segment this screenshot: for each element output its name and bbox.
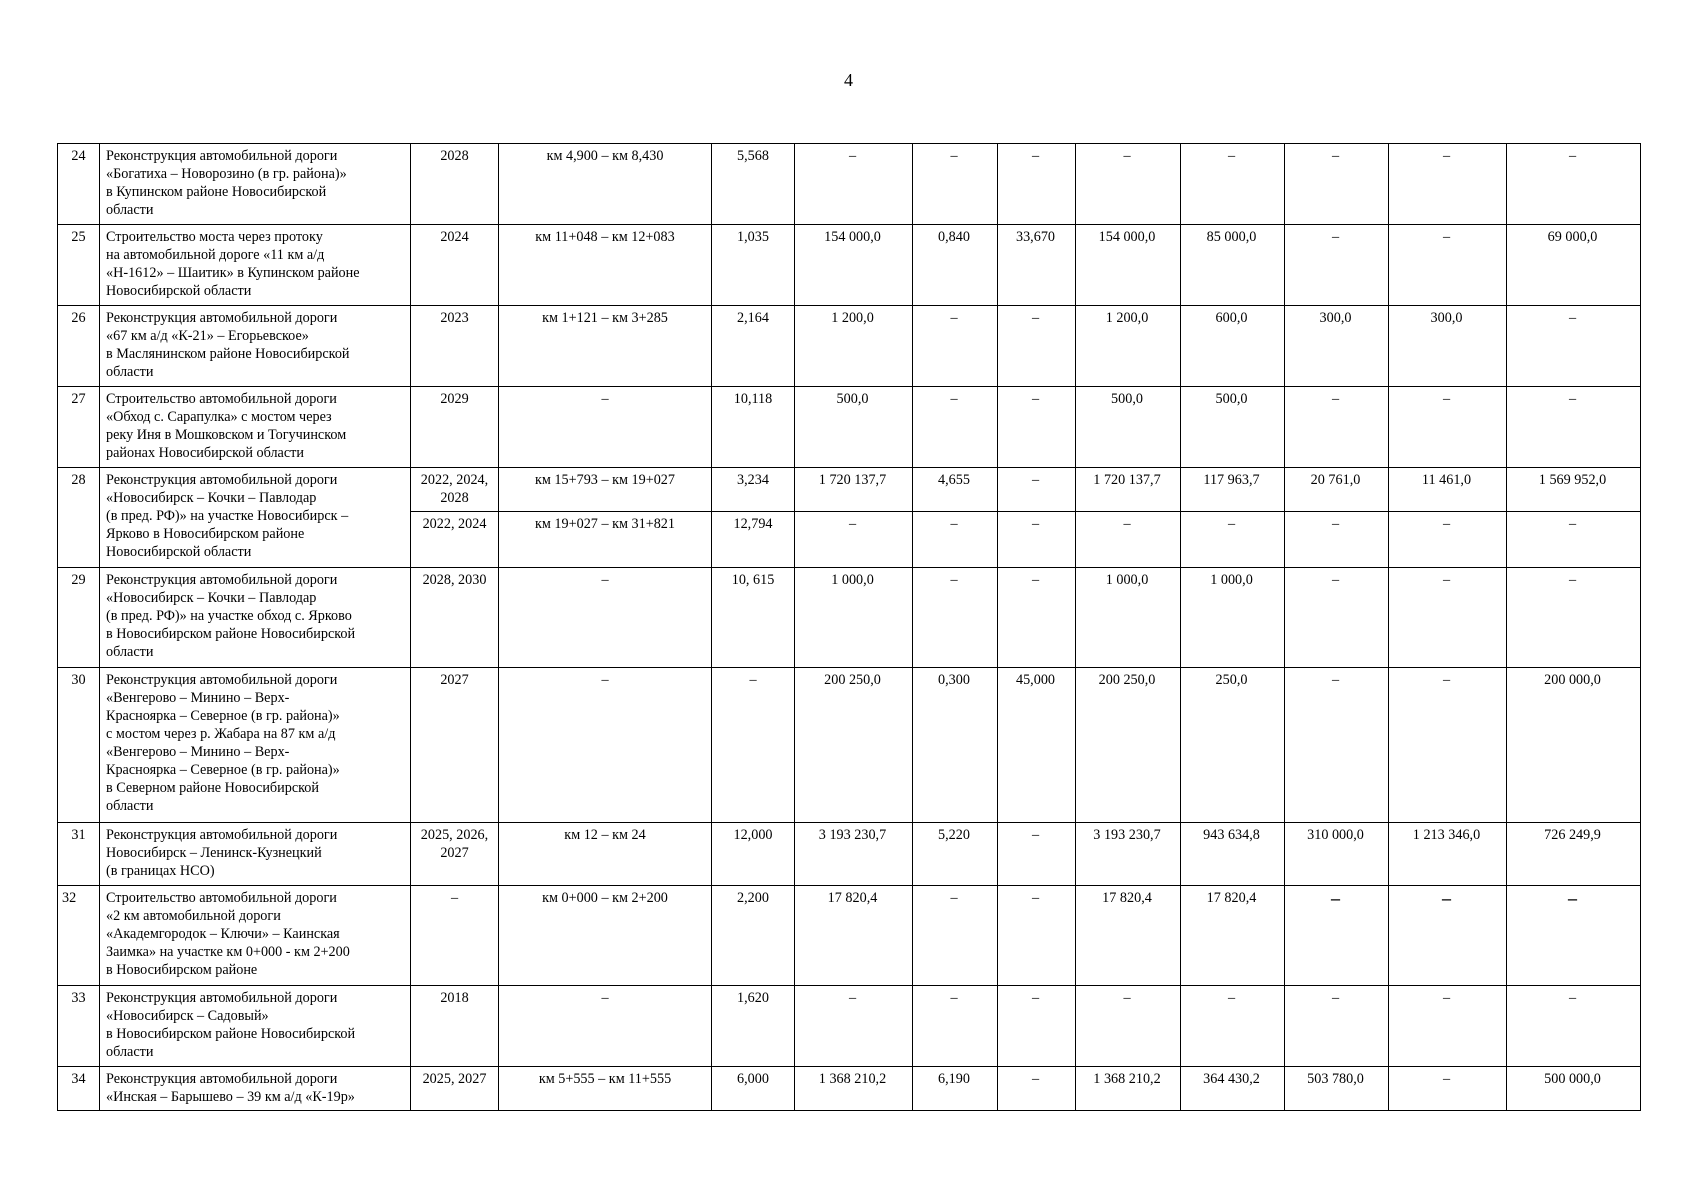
years-cell: 2025, 2027 [411,1067,499,1111]
object-name-line: «Новосибирск – Кочки – Павлодар [106,590,317,606]
value-cell: – [913,512,998,568]
length-cell: 6,000 [712,1067,795,1111]
object-name [100,468,411,568]
table-row [58,568,1641,668]
object-name-line: «Новосибирск – Кочки – Павлодар [106,490,317,506]
value-cell: – [1285,225,1389,306]
value-cell: – [1389,387,1507,468]
section-cell: км 4,900 – км 8,430 [499,144,712,225]
object-name [100,823,411,886]
value-cell: 69 000,0 [1507,225,1641,306]
value-cell: – [998,823,1076,886]
value-cell: – [913,387,998,468]
row-number: 31 [58,823,100,886]
length-cell: 12,794 [712,512,795,568]
length-cell: 10, 615 [712,568,795,668]
length-cell: 12,000 [712,823,795,886]
object-name-line: Реконструкция автомобильной дороги [106,1071,338,1087]
section-cell: – [499,668,712,823]
object-name [100,144,411,225]
value-cell: – [1507,986,1641,1067]
table-row [58,823,1641,886]
value-cell: 6,190 [913,1067,998,1111]
years-cell: – [411,886,499,986]
row-number: 34 [58,1067,100,1111]
value-cell: – [1285,668,1389,823]
value-cell: 503 780,0 [1285,1067,1389,1111]
value-cell: – [998,387,1076,468]
section-cell: км 12 – км 24 [499,823,712,886]
value-cell: 726 249,9 [1507,823,1641,886]
roads-table [57,143,1641,1111]
value-cell: 1 200,0 [1076,306,1181,387]
value-cell: – [1507,886,1641,986]
object-name-line: «2 км автомобильной дороги [106,908,281,924]
value-cell: – [913,144,998,225]
value-cell: 17 820,4 [1181,886,1285,986]
object-name-line: на автомобильной дороге «11 км а/д [106,247,325,263]
length-cell: 2,164 [712,306,795,387]
object-name-line: «Венгерово – Минино – Верх- [106,690,290,706]
value-cell: – [795,512,913,568]
object-name-line: области [106,798,154,814]
value-cell: – [1389,1067,1507,1111]
object-name-line: (в границах НСО) [106,863,215,879]
value-cell: 17 820,4 [1076,886,1181,986]
value-cell: 1 720 137,7 [795,468,913,512]
object-name-line: «Академгородок – Ключи» – Каинская [106,926,340,942]
row-number: 26 [58,306,100,387]
object-name-line: Красноярка – Северное (в гр. района)» [106,762,340,778]
value-cell: – [1507,568,1641,668]
value-cell: 117 963,7 [1181,468,1285,512]
value-cell: 500,0 [795,387,913,468]
value-cell: – [1389,986,1507,1067]
value-cell: 600,0 [1181,306,1285,387]
object-name-line: в Купинском районе Новосибирской [106,184,327,200]
value-cell: 154 000,0 [795,225,913,306]
object-name-line: Новосибирской области [106,544,252,560]
value-cell: 5,220 [913,823,998,886]
object-name-line: Реконструкция автомобильной дороги [106,310,338,326]
object-name-line: «Н-1612» – Шаитик» в Купинском районе [106,265,360,281]
object-name [100,225,411,306]
value-cell: 1 213 346,0 [1389,823,1507,886]
section-cell: – [499,387,712,468]
value-cell: – [1285,986,1389,1067]
value-cell: – [1181,986,1285,1067]
object-name-line: в Маслянинском районе Новосибирской [106,346,350,362]
value-cell: 200 250,0 [1076,668,1181,823]
value-cell: 1 569 952,0 [1507,468,1641,512]
length-cell: 10,118 [712,387,795,468]
value-cell: – [1389,144,1507,225]
object-name-line: с мостом через р. Жабара на 87 км а/д [106,726,336,742]
value-cell: – [1181,144,1285,225]
row-number: 32 [58,886,100,986]
object-name-line: районах Новосибирской области [106,445,304,461]
length-cell: – [712,668,795,823]
value-cell: 500,0 [1181,387,1285,468]
row-number: 27 [58,387,100,468]
value-cell: – [1076,512,1181,568]
section-cell: км 15+793 – км 19+027 [499,468,712,512]
value-cell: 4,655 [913,468,998,512]
value-cell: 250,0 [1181,668,1285,823]
object-name [100,668,411,823]
object-name-line: Реконструкция автомобильной дороги [106,990,338,1006]
value-cell: 3 193 230,7 [795,823,913,886]
value-cell: 0,840 [913,225,998,306]
years-cell: 2023 [411,306,499,387]
table-row [58,886,1641,986]
value-cell: – [1389,668,1507,823]
section-cell: – [499,986,712,1067]
value-cell: – [913,306,998,387]
value-cell: – [1285,387,1389,468]
value-cell: 20 761,0 [1285,468,1389,512]
years-cell: 2022, 2024 [411,512,499,568]
object-name-line: реку Иня в Мошковском и Тогучинском [106,427,347,443]
value-cell: 1 000,0 [795,568,913,668]
value-cell: – [998,512,1076,568]
object-name-line: области [106,364,154,380]
object-name-line: области [106,202,154,218]
section-cell: км 1+121 – км 3+285 [499,306,712,387]
row-number: 33 [58,986,100,1067]
object-name [100,387,411,468]
value-cell: 500 000,0 [1507,1067,1641,1111]
value-cell: – [1507,387,1641,468]
object-name-line: Строительство автомобильной дороги [106,890,337,906]
value-cell: – [795,144,913,225]
value-cell: – [1285,512,1389,568]
value-cell: – [1285,886,1389,986]
object-name-line: области [106,1044,154,1060]
object-name-line: Новосибирской области [106,283,252,299]
row-number: 29 [58,568,100,668]
value-cell: 85 000,0 [1181,225,1285,306]
value-cell: – [998,568,1076,668]
length-cell: 2,200 [712,886,795,986]
table-row [58,306,1641,387]
object-name-line: Заимка» на участке км 0+000 - км 2+200 [106,944,350,960]
object-name-line: Реконструкция автомобильной дороги [106,148,338,164]
years-cell: 2029 [411,387,499,468]
value-cell: – [1285,144,1389,225]
value-cell: 0,300 [913,668,998,823]
value-cell: 943 634,8 [1181,823,1285,886]
value-cell: – [795,986,913,1067]
years-cell: 2027 [411,668,499,823]
value-cell: – [1389,512,1507,568]
length-cell: 5,568 [712,144,795,225]
value-cell: 11 461,0 [1389,468,1507,512]
object-name [100,568,411,668]
length-cell: 3,234 [712,468,795,512]
value-cell: 1 720 137,7 [1076,468,1181,512]
object-name-line: Строительство моста через протоку [106,229,323,245]
value-cell: 1 368 210,2 [795,1067,913,1111]
value-cell: – [998,986,1076,1067]
value-cell: – [1076,144,1181,225]
row-number: 28 [58,468,100,568]
object-name-line: Реконструкция автомобильной дороги [106,472,338,488]
years-cell: 2018 [411,986,499,1067]
value-cell: 33,670 [998,225,1076,306]
value-cell: – [998,144,1076,225]
value-cell: – [1507,512,1641,568]
object-name-line: «Новосибирск – Садовый» [106,1008,269,1024]
value-cell: 310 000,0 [1285,823,1389,886]
value-cell: – [998,468,1076,512]
value-cell: – [1389,225,1507,306]
section-cell: – [499,568,712,668]
years-cell: 2028 [411,144,499,225]
object-name-line: «Инская – Барышево – 39 км а/д «К-19р» [106,1089,355,1105]
value-cell: – [1507,306,1641,387]
section-cell: км 19+027 – км 31+821 [499,512,712,568]
value-cell: 200 250,0 [795,668,913,823]
row-number: 25 [58,225,100,306]
table-row [58,144,1641,225]
object-name-line: (в пред. РФ)» на участке обход с. Ярково [106,608,352,624]
object-name-line: области [106,644,154,660]
value-cell: 1 368 210,2 [1076,1067,1181,1111]
years-cell: 2028, 2030 [411,568,499,668]
table-row [58,225,1641,306]
section-cell: км 11+048 – км 12+083 [499,225,712,306]
value-cell: – [1181,512,1285,568]
value-cell: 1 000,0 [1076,568,1181,668]
years-cell: 2025, 2026, 2027 [411,823,499,886]
section-cell: км 0+000 – км 2+200 [499,886,712,986]
value-cell: – [1507,144,1641,225]
length-cell: 1,620 [712,986,795,1067]
object-name-line: Строительство автомобильной дороги [106,391,337,407]
value-cell: 3 193 230,7 [1076,823,1181,886]
value-cell: – [1285,568,1389,668]
object-name-line: в Северном районе Новосибирской [106,780,319,796]
object-name-line: Новосибирск – Ленинск-Кузнецкий [106,845,322,861]
value-cell: 45,000 [998,668,1076,823]
value-cell: 154 000,0 [1076,225,1181,306]
object-name [100,1067,411,1111]
object-name-line: Реконструкция автомобильной дороги [106,672,338,688]
value-cell: – [913,886,998,986]
page-number: 4 [844,70,853,90]
value-cell: 1 200,0 [795,306,913,387]
value-cell: 17 820,4 [795,886,913,986]
object-name-line: в Новосибирском районе [106,962,258,978]
value-cell: – [998,306,1076,387]
object-name [100,306,411,387]
object-name-line: в Новосибирском районе Новосибирской [106,1026,356,1042]
table-row [58,668,1641,823]
object-name-line: Ярково в Новосибирском районе [106,526,305,542]
object-name-line: в Новосибирском районе Новосибирской [106,626,356,642]
object-name-line: «Венгерово – Минино – Верх- [106,744,290,760]
object-name-line: «67 км а/д «К-21» – Егорьевское» [106,328,309,344]
table-row [58,986,1641,1067]
value-cell: – [913,568,998,668]
value-cell: – [1389,886,1507,986]
value-cell: 1 000,0 [1181,568,1285,668]
table-row [58,468,1641,512]
object-name-line: Реконструкция автомобильной дороги [106,827,338,843]
value-cell: 200 000,0 [1507,668,1641,823]
table-row [58,387,1641,468]
value-cell: – [1076,986,1181,1067]
years-cell: 2022, 2024, 2028 [411,468,499,512]
row-number: 24 [58,144,100,225]
object-name-line: (в пред. РФ)» на участке Новосибирск – [106,508,349,524]
value-cell: 300,0 [1285,306,1389,387]
object-name [100,886,411,986]
table-body [58,144,1641,1111]
value-cell: – [998,886,1076,986]
years-cell: 2024 [411,225,499,306]
section-cell: км 5+555 – км 11+555 [499,1067,712,1111]
value-cell: 364 430,2 [1181,1067,1285,1111]
value-cell: – [913,986,998,1067]
object-name-line: «Богатиха – Новорозино (в гр. района)» [106,166,347,182]
length-cell: 1,035 [712,225,795,306]
object-name-line: Красноярка – Северное (в гр. района)» [106,708,340,724]
value-cell: – [1389,568,1507,668]
value-cell: 300,0 [1389,306,1507,387]
row-number: 30 [58,668,100,823]
table-row [58,1067,1641,1111]
object-name-line: Реконструкция автомобильной дороги [106,572,338,588]
object-name [100,986,411,1067]
value-cell: – [998,1067,1076,1111]
value-cell: 500,0 [1076,387,1181,468]
object-name-line: «Обход с. Сарапулка» с мостом через [106,409,332,425]
